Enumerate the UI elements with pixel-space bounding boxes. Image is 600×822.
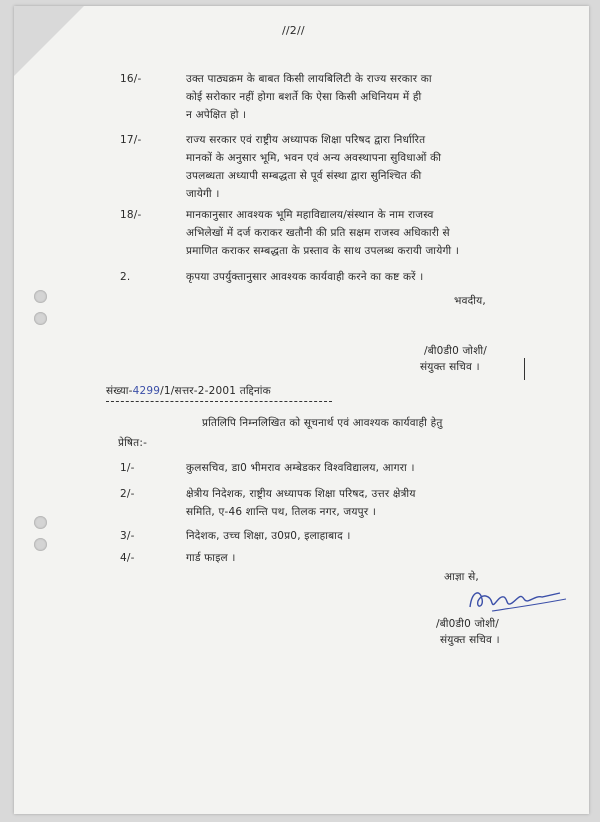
signatory-name: /बी0डी0 जोशी/ [424, 345, 487, 357]
point-number: 16/- [120, 73, 142, 85]
margin-tick-mark [524, 358, 525, 380]
ref-suffix: /1/सत्तर-2-2001 तद्दिनांक [160, 385, 271, 397]
point-number: 2. [120, 271, 131, 283]
recipient-line: क्षेत्रीय निदेशक, राष्ट्रीय अध्यापक शिक्षा परिषद, उत्तर क्षेत्रीय [186, 488, 416, 500]
punch-hole-2 [34, 312, 47, 325]
recipient-number: 3/- [120, 530, 135, 542]
punch-hole-3 [34, 516, 47, 529]
point-line: उपलब्धता अध्यापी सम्बद्धता से पूर्व संस्था द्वारा सुनिश्चित की [186, 170, 422, 182]
signatory-designation: संयुक्त सचिव । [420, 361, 480, 373]
closing-salutation: आज्ञा से, [444, 571, 479, 583]
point-line: कोई सरोकार नहीं होगा बशर्ते कि ऐसा किसी अधिनियम में ही [186, 91, 422, 103]
reference-number [106, 382, 271, 400]
reference-underline [106, 401, 332, 402]
point-line: न अपेक्षित हो । [186, 109, 247, 121]
point-line: अभिलेखों में दर्ज कराकर खतौनी की प्रति सक्षम राजस्व अधिकारी से [186, 227, 450, 239]
point-line: प्रमाणित कराकर सम्बद्धता के प्रस्ताव के साथ उपलब्ध करायी जायेगी । [186, 245, 460, 257]
folded-corner [14, 6, 84, 76]
page-number: //2// [282, 24, 305, 37]
point-line: मानकानुसार आवश्यक भूमि महाविद्यालय/संस्थान के नाम राजस्व [186, 209, 434, 221]
point-number: 18/- [120, 209, 142, 221]
point-number: 17/- [120, 134, 142, 146]
ref-handwritten-number: 4299 [132, 385, 161, 397]
recipient-line: कुलसचिव, डा0 भीमराव अम्बेडकर विश्वविद्यालय, आगरा । [186, 462, 415, 474]
recipient-line: गार्ड फाइल । [186, 552, 236, 564]
point-line: उक्त पाठ्यक्रम के बाबत किसी लायबिलिटी के राज्य सरकार का [186, 73, 432, 85]
recipient-number: 1/- [120, 462, 135, 474]
point-line: मानकों के अनुसार भूमि, भवन एवं अन्य अवस्थापना सुविधाओं की [186, 152, 442, 164]
punch-hole-1 [34, 290, 47, 303]
recipient-number: 2/- [120, 488, 135, 500]
signatory-designation: संयुक्त सचिव । [440, 634, 500, 646]
signatory-name: /बी0डी0 जोशी/ [436, 618, 499, 630]
point-line: जायेगी । [186, 188, 220, 200]
recipient-number: 4/- [120, 552, 135, 564]
ref-prefix: संख्या- [106, 385, 133, 397]
closing-salutation: भवदीय, [454, 295, 486, 307]
point-line: कृपया उपर्युक्तानुसार आवश्यक कार्यवाही करने का कष्ट करें । [186, 271, 424, 283]
document-page [14, 6, 589, 814]
recipient-line: समिति, ए-46 शान्ति पथ, तिलक नगर, जयपुर । [186, 506, 377, 518]
copy-intro: प्रतिलिपि निम्नलिखित को सूचनार्थ एवं आवश्यक कार्यवाही हेतु [202, 417, 443, 429]
point-line: राज्य सरकार एवं राष्ट्रीय अध्यापक शिक्षा परिषद द्वारा निर्धारित [186, 134, 426, 146]
copy-label: प्रेषित:- [118, 437, 148, 449]
recipient-line: निदेशक, उच्च शिक्षा, उ0प्र0, इलाहाबाद । [186, 530, 351, 542]
punch-hole-4 [34, 538, 47, 551]
